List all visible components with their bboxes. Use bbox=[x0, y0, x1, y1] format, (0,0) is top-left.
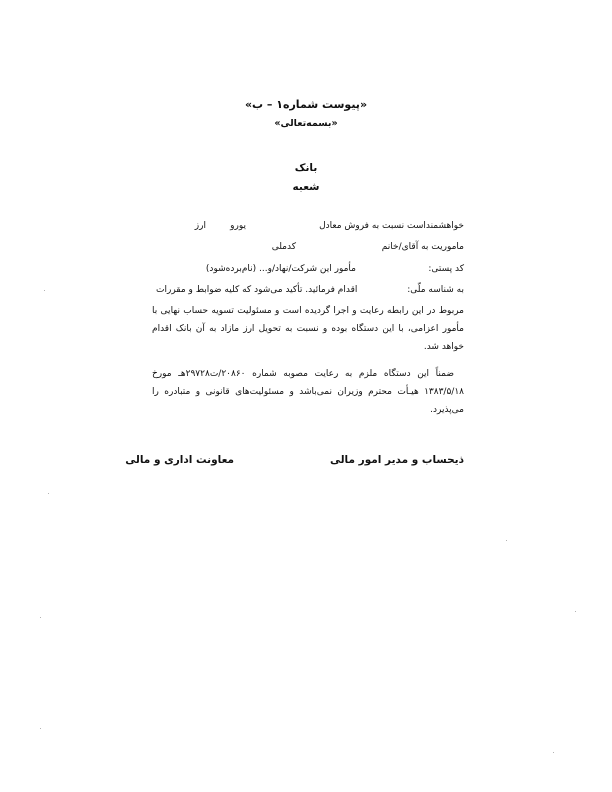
resolution-paragraph: ضمناً این دستگاه ملزم به رعایت مصوبه شماره ۲۰۸۶۰/ت۲۹۷۲۸هـ مورخ ۱۳۸۳/۵/۱۸ هیـأت محترم وزیران نمی‌باشد و مسئولیت‌های قانونی و متبادره را می‌پذیرد. bbox=[152, 369, 464, 415]
postal-line bbox=[156, 264, 464, 278]
mission-label: ماموریت به آقای/خانم bbox=[381, 242, 464, 252]
scan-speck bbox=[40, 617, 41, 618]
bank-label: بانک bbox=[294, 162, 318, 174]
mission-line bbox=[156, 242, 464, 256]
attachment-title: «پیوست شماره۱ – ب» bbox=[244, 98, 368, 111]
officer-label: مأمور این شرکت/نهاد/و... (نام‌برده‌شود) bbox=[205, 264, 356, 274]
scan-speck bbox=[44, 290, 45, 291]
branch-label: شعبه bbox=[292, 181, 320, 193]
scan-speck bbox=[40, 728, 41, 729]
scan-speck bbox=[506, 540, 507, 541]
national-code-label: کدملی bbox=[271, 242, 296, 252]
request-line bbox=[156, 221, 464, 235]
scan-speck bbox=[48, 493, 49, 494]
currency-euro-label: یورو bbox=[230, 221, 246, 231]
request-prefix: خواهشمنداست نسبت به فروش معادل bbox=[319, 221, 464, 231]
deputy-signature-title: معاونت اداری و مالی bbox=[125, 454, 234, 466]
responsibility-paragraph: مربوط در این رابطه رعایت و اجرا گردیده است و مسئولیت تسویه حساب نهایی با مأمور اعزامی، با این دستگاه بوده و نسبت به تحویل ارز مازاد به آن بانک اقدام خواهد شد. bbox=[152, 306, 464, 352]
id-number-label: به شناسه ملّی: bbox=[407, 285, 464, 295]
action-text: اقدام فرمائید. تأکید می‌شود که کلیه ضوابط و مقررات bbox=[156, 285, 358, 295]
scan-speck bbox=[575, 611, 576, 612]
postal-code-label: کد پستی: bbox=[428, 264, 464, 274]
accountant-signature-title: ذیحساب و مدیر امور مالی bbox=[329, 454, 464, 466]
currency-arz-label: ارز bbox=[194, 221, 206, 231]
scan-speck bbox=[553, 752, 554, 753]
id-line bbox=[156, 285, 464, 299]
bismillah-heading: «بسمه‌تعالی» bbox=[274, 118, 338, 129]
